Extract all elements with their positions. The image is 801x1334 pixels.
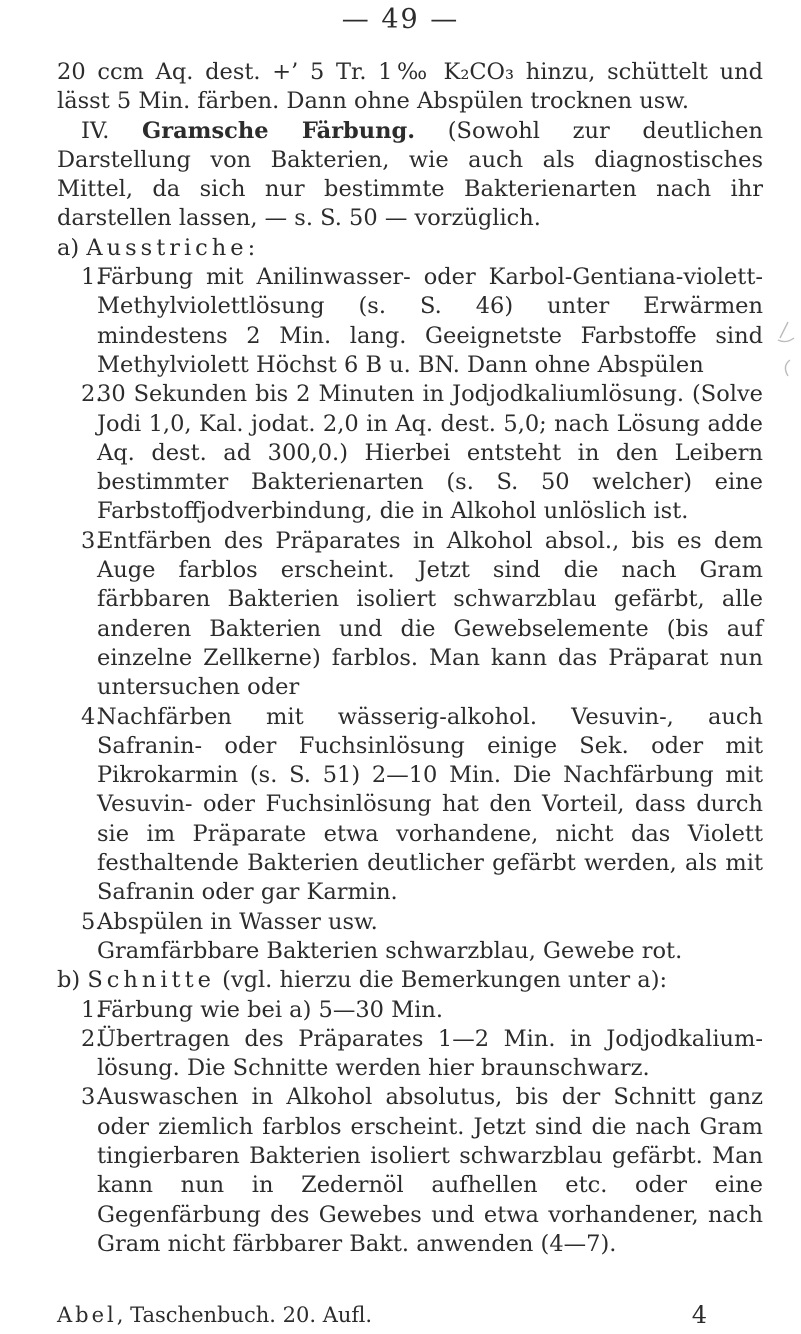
part-a-item-5	[57, 908, 763, 937]
section-iv-number: IV.	[81, 117, 143, 144]
item-number: 1.	[81, 264, 103, 291]
item-number: 1.	[81, 996, 103, 1023]
part-a-item-1	[57, 263, 763, 380]
item-text: Färbung mit Anilinwasser- oder Karbol-Gentiana-violett-Methylviolettlösung (s. S. 46) unter Erwärmen mindestens 2 Min. lang. Geeignetste Farbstoffe sind Methylviolett Höchst 6 B u. BN. Dann ohne Abspülen	[97, 264, 763, 378]
item-number: 3.	[81, 527, 103, 554]
item-text: Übertragen des Präparates 1—2 Min. in Jodjodkalium-lösung. Die Schnitte werden hier braunschwarz.	[97, 1025, 763, 1082]
item-text: Auswaschen in Alkohol absolutus, bis der Schnitt ganz oder ziemlich farblos erscheint. Jetzt sind die nach Gram tingierbaren Bakterien isoliert schwarzblau gefärbt. Man kann nun in Zedernöl aufhellen etc. oder eine Gegenfärbung des Gewebes und etwa vorhandener, nach Gram nicht färbbarer Bakt. anwenden (4—7).	[97, 1084, 763, 1257]
item-number: 4.	[81, 703, 103, 730]
part-b-text: (vgl. hierzu die Bemerkungen unter a):	[214, 967, 668, 994]
footer-book: , Taschenbuch. 20. Aufl.	[116, 1303, 373, 1327]
item-number: 2.	[81, 1025, 103, 1052]
page-number: — 49 —	[341, 4, 460, 35]
item-number: 5.	[81, 908, 103, 935]
item-text: Nachfärben mit wässerig-alkohol. Vesuvin-, auch Safranin- oder Fuchsinlösung einige Sek. oder mit Pikrokarmin (s. S. 51) 2—10 Min. Die Nachfärbung mit Vesuvin- oder Fuchsinlösung hat den Vorteil, dass durch sie im Präparate etwa vorhandene, nicht das Violett festhaltende Bakterien deutlicher gefärbt werden, als mit Safranin oder gar Karmin.	[97, 703, 763, 906]
part-b-letter: b)	[57, 967, 88, 994]
part-b-item-2	[57, 1025, 763, 1084]
part-a-item-3	[57, 527, 763, 703]
part-b-title: Schnitte	[87, 967, 215, 994]
part-b-item-3	[57, 1083, 763, 1259]
item-text: 30 Sekunden bis 2 Minuten in Jodjodkaliumlösung. (Solve Jodi 1,0, Kal. jodat. 2,0 in Aq. dest. 5,0; nach Lösung adde Aq. dest. ad 300,0.) Hierbei entsteht in den Leibern bestimmter Bakterienarten (s. S. 50 welcher) eine Farbstoffjodverbindung, die in Alkohol unlöslich ist.	[97, 381, 763, 525]
margin-pencil-mark	[770, 320, 800, 380]
page-footer	[57, 1302, 763, 1328]
part-a-heading	[57, 234, 763, 263]
footer-author: Abel	[57, 1303, 117, 1327]
pencil-mark-icon	[770, 320, 800, 380]
part-a-letter: a)	[57, 234, 87, 261]
part-a-item-4	[57, 703, 763, 908]
item-text: Entfärben des Präparates in Alkohol absol., bis es dem Auge farblos erscheint. Jetzt sind die nach Gram färbbaren Bakterien isoliert schwarzblau gefärbt, alle anderen Bakterien und die Gewebselemente (bis auf einzelne Zellkerne) farblos. Man kann das Präparat nun untersuchen oder	[97, 527, 763, 701]
part-a-item-2	[57, 380, 763, 526]
page-body	[57, 58, 763, 1259]
item-number: 2.	[81, 381, 103, 408]
item-text: Abspülen in Wasser usw.	[97, 908, 378, 935]
part-b-item-1	[57, 996, 763, 1025]
part-b-heading	[57, 966, 763, 995]
section-iv-text: (Sowohl zur deutlichen Darstellung von Bakterien, wie auch als diagnostisches Mittel, da sich nur bestimmte Bakterienarten nach ihr darstellen lassen, — s. S. 50 — vorzüglich.	[57, 117, 763, 232]
item-text: Färbung wie bei a) 5—30 Min.	[97, 996, 444, 1023]
section-iv-title: Gramsche Färbung.	[142, 117, 416, 144]
part-a-title: Ausstriche:	[86, 234, 260, 261]
signature-mark: 4	[691, 1301, 707, 1329]
item-number: 3.	[81, 1084, 103, 1111]
footer-citation	[57, 1303, 372, 1327]
part-a-summary: Gramfärbbare Bakterien schwarzblau, Gewebe rot.	[97, 937, 683, 964]
intro-paragraph: 20 ccm Aq. dest. +’ 5 Tr. 1‰ K₂CO₃ hinzu, schüttelt und lässt 5 Min. färben. Dann ohne Abspülen trocknen usw.	[57, 59, 763, 115]
section-iv-paragraph	[57, 117, 763, 234]
